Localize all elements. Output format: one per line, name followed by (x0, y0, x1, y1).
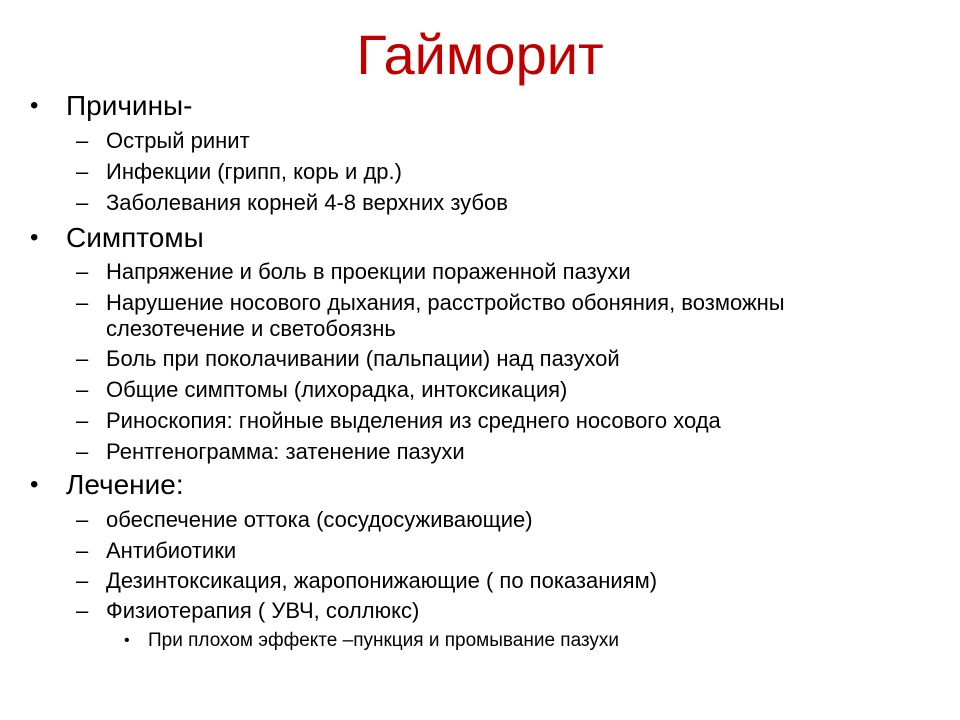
list-item: Общие симптомы (лихорадка, интоксикация) (106, 377, 568, 402)
sub-list-item: При плохом эффекте –пункция и промывание пазухи (148, 630, 620, 651)
dash-icon: – (76, 259, 89, 284)
slide-title: Гайморит (356, 23, 604, 86)
bullet-icon: • (30, 224, 39, 251)
list-item: Рентгенограмма: затенение пазухи (106, 439, 465, 464)
dash-icon: – (76, 507, 89, 532)
list-item: Напряжение и боль в проекции пораженной пазухи (106, 259, 631, 284)
section-heading-symptoms: Симптомы (66, 222, 204, 253)
dash-icon: – (76, 568, 89, 593)
dash-icon: – (76, 598, 89, 623)
dash-icon: – (76, 346, 89, 371)
sub-bullet-icon: • (124, 632, 130, 649)
dash-icon: – (76, 377, 89, 402)
list-item: Антибиотики (106, 538, 237, 563)
list-item: Заболевания корней 4-8 верхних зубов (106, 190, 508, 215)
list-item: Дезинтоксикация, жаропонижающие ( по показаниям) (106, 568, 658, 593)
list-item: Риноскопия: гнойные выделения из среднего носового хода (106, 408, 721, 433)
section-heading-treatment: Лечение: (66, 469, 184, 500)
list-item: обеспечение оттока (сосудосуживающие) (106, 507, 533, 532)
list-item: Физиотерапия ( УВЧ, соллюкс) (106, 598, 420, 623)
list-item: Инфекции (грипп, корь и др.) (106, 159, 402, 184)
dash-icon: – (76, 190, 89, 215)
section-heading-causes: Причины- (66, 90, 193, 121)
list-item: Боль при поколачивании (пальпации) над пазухой (106, 346, 620, 371)
list-item-continuation: слезотечение и светобоязнь (106, 316, 396, 341)
list-item: Острый ринит (106, 128, 250, 153)
dash-icon: – (76, 159, 89, 184)
dash-icon: – (76, 439, 89, 464)
dash-icon: – (76, 408, 89, 433)
list-item: Нарушение носового дыхания, расстройство обоняния, возможны (106, 290, 785, 315)
bullet-icon: • (30, 471, 39, 498)
dash-icon: – (76, 128, 89, 153)
dash-icon: – (76, 538, 89, 563)
dash-icon: – (76, 290, 89, 315)
bullet-icon: • (30, 92, 39, 119)
